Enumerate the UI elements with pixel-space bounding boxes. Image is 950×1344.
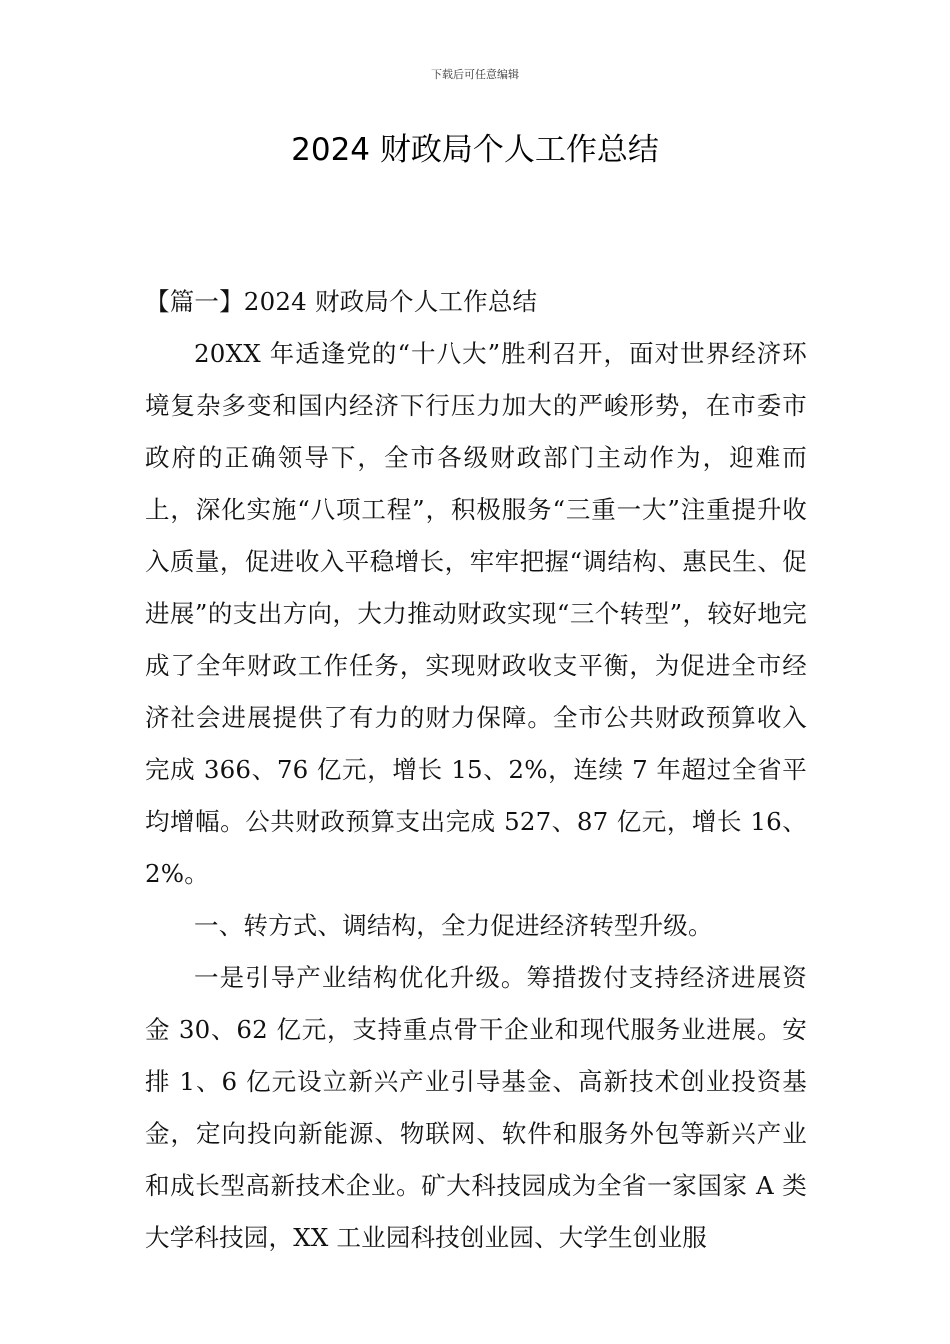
header-note: 下载后可任意编辑: [431, 68, 519, 81]
paragraph-heading-one: 一、转方式、调结构，全力促进经济转型升级。: [194, 911, 713, 940]
paragraph-industry: 一是引导产业结构优化升级。筹措拨付支持经济进展资金 30、62 亿元，支持重点骨干企业和现代服务业进展。安排 1、6 亿元设立新兴产业引导基金、高新技术创业投资基金，定向投向新能源、物联网、软件和服务外包等新兴产业和成长型高新技术企业。矿大科技园成为全省一家国家 A 类大学科技园，XX 工业园科技创业园、大学生创业服: [145, 963, 807, 1252]
section-heading: 【篇一】2024 财政局个人工作总结: [145, 287, 538, 316]
document-title: 2024 财政局个人工作总结: [291, 132, 659, 168]
document-body: [145, 276, 807, 1264]
paragraph-intro: 20XX 年适逢党的“十八大”胜利召开，面对世界经济环境复杂多变和国内经济下行压力加大的严峻形势，在市委市政府的正确领导下，全市各级财政部门主动作为，迎难而上，深化实施“八项工程”，积极服务“三重一大”注重提升收入质量，促进收入平稳增长，牢牢把握“调结构、惠民生、促进展”的支出方向，大力推动财政实现“三个转型”，较好地完成了全年财政工作任务，实现财政收支平衡，为促进全市经济社会进展提供了有力的财力保障。全市公共财政预算收入完成 366、76 亿元，增长 15、2%，连续 7 年超过全省平均增幅。公共财政预算支出完成 527、87 亿元，增长 16、2%。: [145, 339, 807, 888]
